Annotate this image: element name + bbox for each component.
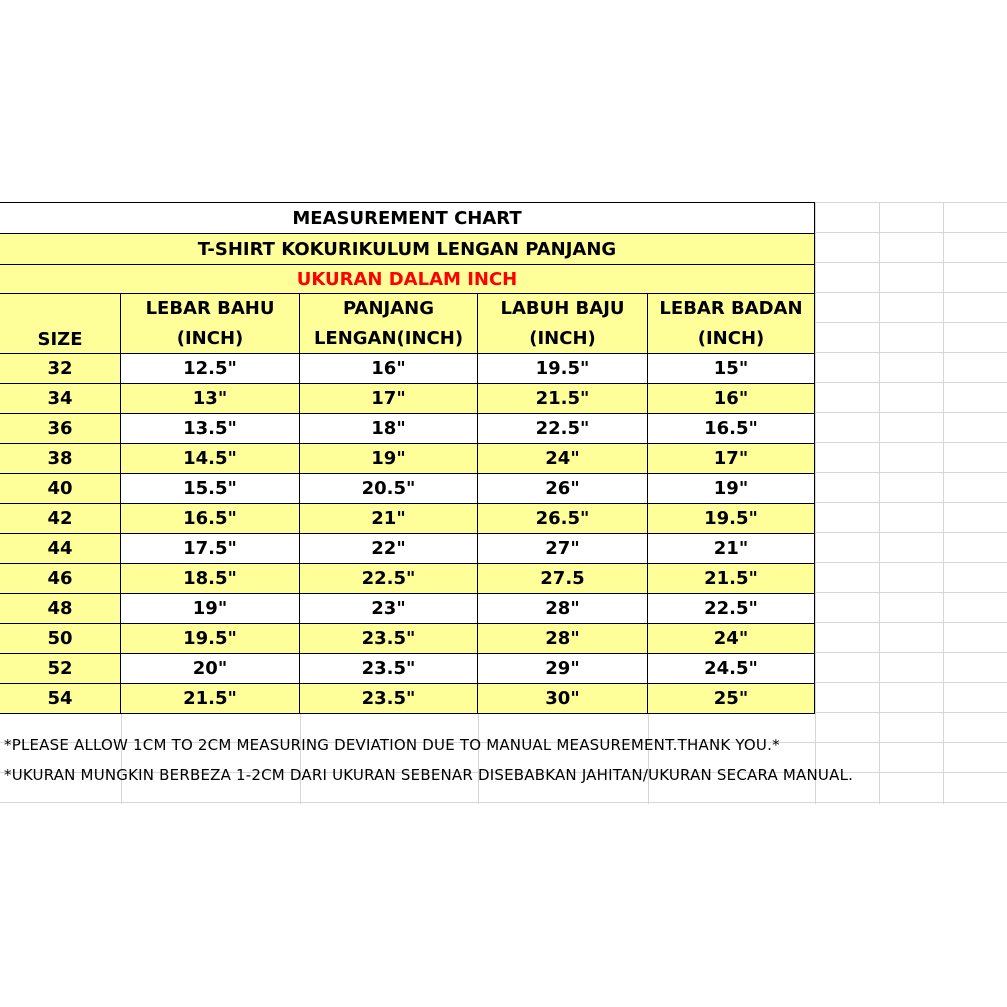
measurement-cell: 22.5" <box>648 594 815 624</box>
measurement-cell: 23.5" <box>300 624 478 654</box>
measurement-cell: 21.5" <box>478 384 648 414</box>
size-cell: 44 <box>0 534 121 564</box>
size-cell: 38 <box>0 444 121 474</box>
measurement-cell: 23.5" <box>300 684 478 714</box>
size-cell: 36 <box>0 414 121 444</box>
header-col-4-line1: LEBAR BADAN <box>659 297 803 319</box>
size-cell: 46 <box>0 564 121 594</box>
measurement-cell: 22.5" <box>300 564 478 594</box>
size-cell: 50 <box>0 624 121 654</box>
header-col-2 <box>300 294 478 354</box>
measurement-cell: 17" <box>300 384 478 414</box>
measurement-cell: 19" <box>121 594 300 624</box>
header-col-2-line2: LENGAN(INCH) <box>313 327 464 349</box>
measurement-cell: 27" <box>478 534 648 564</box>
measurement-cell: 23" <box>300 594 478 624</box>
unit-note: UKURAN DALAM INCH <box>0 264 815 294</box>
measurement-cell: 26.5" <box>478 504 648 534</box>
header-size-label: SIZE <box>37 329 83 350</box>
header-col-3-line2: (INCH) <box>529 327 596 349</box>
measurement-cell: 14.5" <box>121 444 300 474</box>
note-deviation-ms: *UKURAN MUNGKIN BERBEZA 1-2CM DARI UKURAN SEBENAR DISEBABKAN JAHITAN/UKURAN SECARA MANUAL. <box>4 766 854 784</box>
note-deviation-en: *PLEASE ALLOW 1CM TO 2CM MEASURING DEVIATION DUE TO MANUAL MEASUREMENT.THANK YOU.* <box>4 736 780 754</box>
chart-title: MEASUREMENT CHART <box>0 202 815 233</box>
measurement-cell: 22" <box>300 534 478 564</box>
measurement-cell: 21.5" <box>121 684 300 714</box>
gridline-horizontal <box>0 802 1007 803</box>
measurement-cell: 12.5" <box>121 354 300 384</box>
measurement-cell: 18" <box>300 414 478 444</box>
header-size <box>0 294 121 354</box>
size-cell: 48 <box>0 594 121 624</box>
measurement-cell: 13" <box>121 384 300 414</box>
size-cell: 52 <box>0 654 121 684</box>
header-col-1 <box>121 294 300 354</box>
measurement-cell: 29" <box>478 654 648 684</box>
measurement-cell: 24.5" <box>648 654 815 684</box>
measurement-cell: 20" <box>121 654 300 684</box>
measurement-cell: 19" <box>300 444 478 474</box>
measurement-sheet <box>0 202 1007 804</box>
measurement-cell: 15.5" <box>121 474 300 504</box>
measurement-cell: 25" <box>648 684 815 714</box>
measurement-cell: 24" <box>478 444 648 474</box>
measurement-cell: 17" <box>648 444 815 474</box>
header-col-2-line1: PANJANG <box>342 297 434 319</box>
measurement-cell: 17.5" <box>121 534 300 564</box>
measurement-cell: 19.5" <box>648 504 815 534</box>
measurement-cell: 27.5 <box>478 564 648 594</box>
measurement-cell: 21.5" <box>648 564 815 594</box>
measurement-cell: 28" <box>478 594 648 624</box>
measurement-cell: 28" <box>478 624 648 654</box>
measurement-cell: 20.5" <box>300 474 478 504</box>
measurement-cell: 19" <box>648 474 815 504</box>
size-cell: 32 <box>0 354 121 384</box>
measurement-cell: 26" <box>478 474 648 504</box>
measurement-cell: 16" <box>648 384 815 414</box>
header-col-3 <box>478 294 648 354</box>
measurement-cell: 15" <box>648 354 815 384</box>
size-cell: 40 <box>0 474 121 504</box>
measurement-cell: 16.5" <box>121 504 300 534</box>
size-cell: 42 <box>0 504 121 534</box>
measurement-cell: 21" <box>300 504 478 534</box>
header-col-4 <box>648 294 815 354</box>
size-cell: 54 <box>0 684 121 714</box>
measurement-cell: 16" <box>300 354 478 384</box>
measurement-cell: 19.5" <box>478 354 648 384</box>
header-col-3-line1: LABUH BAJU <box>500 297 625 319</box>
header-col-4-line2: (INCH) <box>697 327 765 349</box>
chart-subtitle: T-SHIRT KOKURIKULUM LENGAN PANJANG <box>0 233 815 264</box>
measurement-cell: 22.5" <box>478 414 648 444</box>
header-col-1-line2: (INCH) <box>176 327 244 349</box>
size-cell: 34 <box>0 384 121 414</box>
measurement-cell: 23.5" <box>300 654 478 684</box>
measurement-cell: 13.5" <box>121 414 300 444</box>
measurement-cell: 24" <box>648 624 815 654</box>
measurement-cell: 18.5" <box>121 564 300 594</box>
header-col-1-line1: LEBAR BAHU <box>145 297 275 319</box>
measurement-cell: 16.5" <box>648 414 815 444</box>
measurement-cell: 30" <box>478 684 648 714</box>
measurement-cell: 19.5" <box>121 624 300 654</box>
measurement-cell: 21" <box>648 534 815 564</box>
